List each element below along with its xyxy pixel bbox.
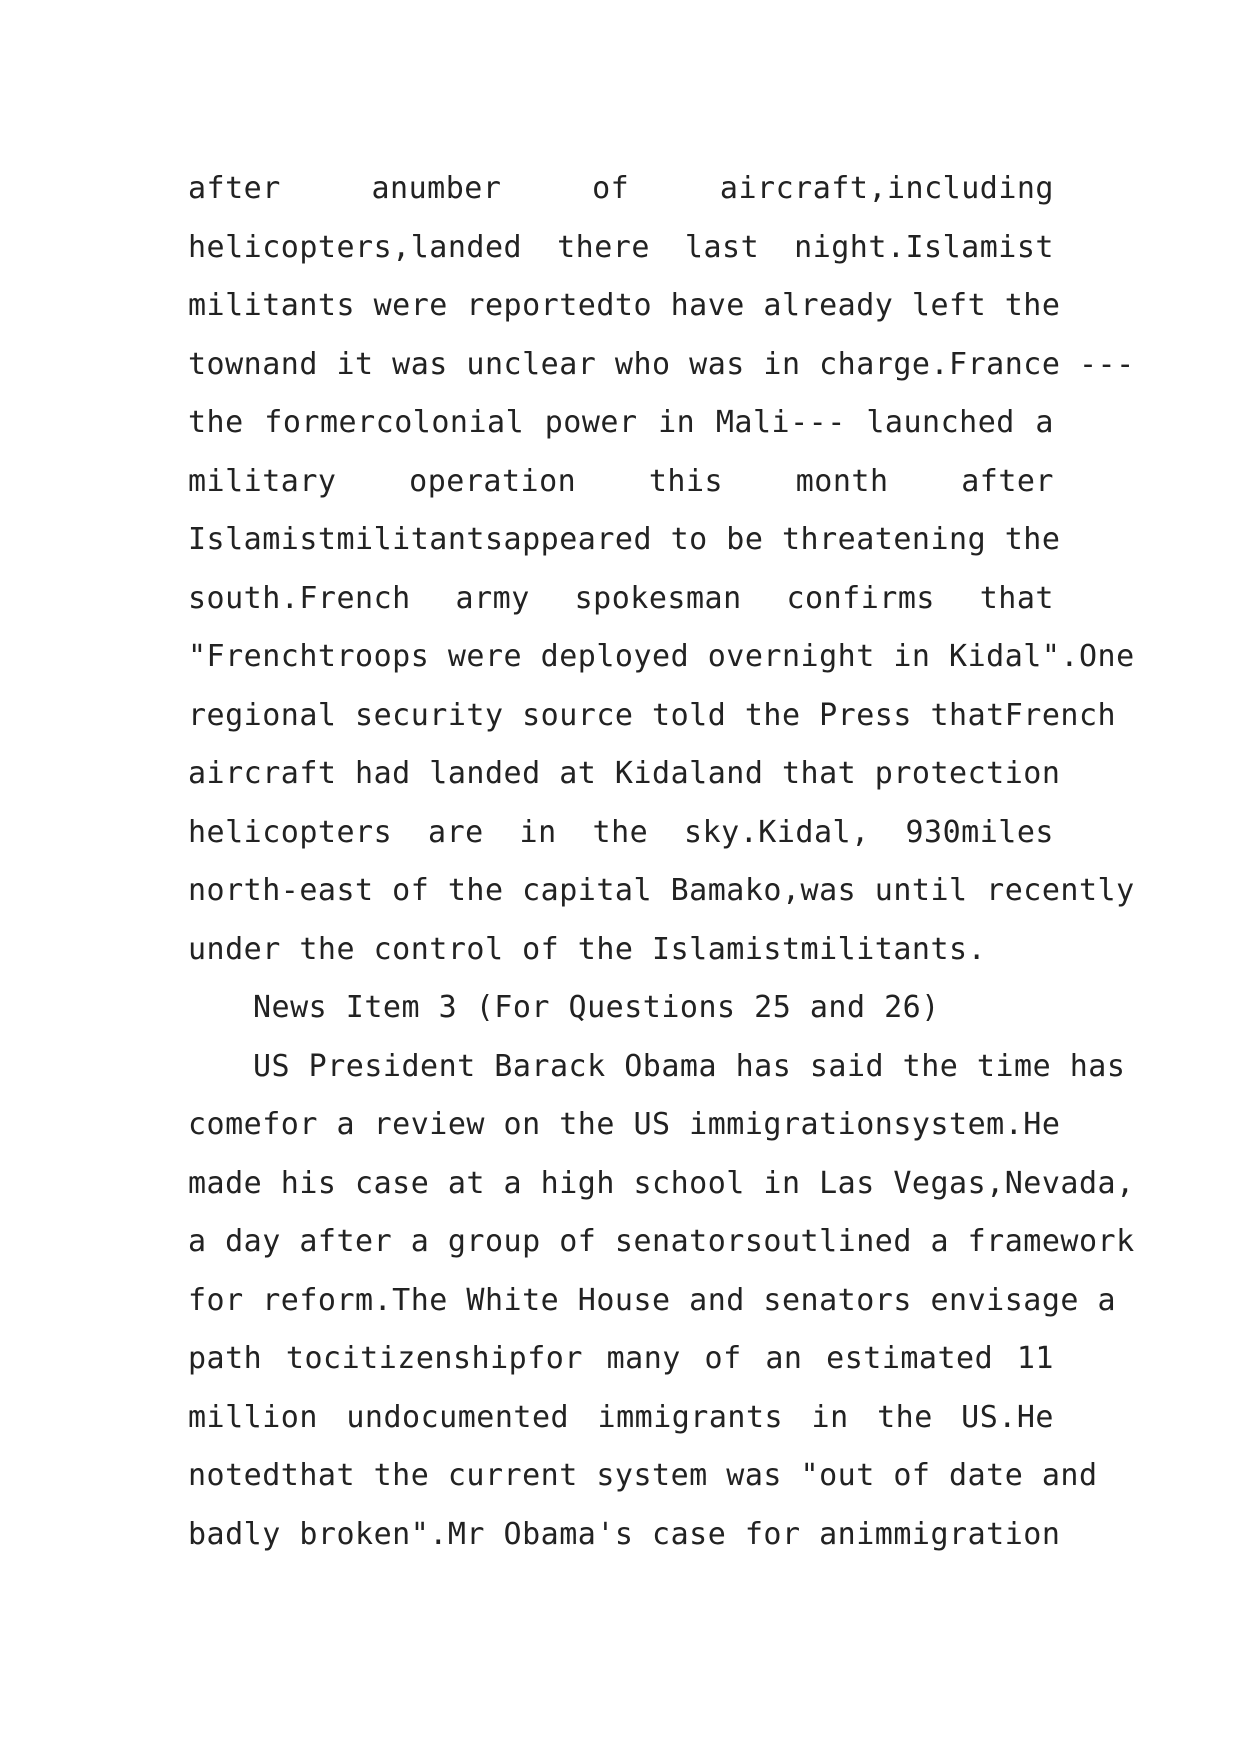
text-line: comefor a review on the US immigrationsystem.He bbox=[188, 1107, 1061, 1142]
paragraph-continuation bbox=[188, 160, 1135, 979]
text-line: after anumber of aircraft,including bbox=[188, 171, 1054, 206]
text-line: a day after a group of senatorsoutlined a framework bbox=[188, 1224, 1135, 1259]
text-line: Islamistmilitantsappeared to be threatening the bbox=[188, 522, 1061, 557]
news-item-heading: News Item 3 (For Questions 25 and 26) bbox=[253, 990, 940, 1025]
text-line: helicopters are in the sky.Kidal, 930miles bbox=[188, 814, 1054, 850]
text-line: million undocumented immigrants in the US.He bbox=[188, 1399, 1054, 1435]
text-line: helicopters,landed there last night.Islamist bbox=[188, 229, 1054, 265]
text-line: path tocitizenshipfor many of an estimated 11 bbox=[188, 1341, 1054, 1376]
text-line: for reform.The White House and senators envisage a bbox=[188, 1282, 1117, 1318]
text-line: south.French army spokesman confirms that bbox=[188, 580, 1054, 616]
text-line: militants were reportedto have already left the bbox=[188, 288, 1061, 323]
text-line: made his case at a high school in Las Vegas,Nevada, bbox=[188, 1165, 1135, 1201]
text-line: regional security source told the Press thatFrench bbox=[188, 697, 1117, 733]
text-line: military operation this month after bbox=[188, 463, 1054, 499]
text-line: notedthat the current system was "out of date and bbox=[188, 1458, 1098, 1493]
text-line: badly broken".Mr Obama's case for animmigration bbox=[188, 1516, 1061, 1552]
text-line: townand it was unclear who was in charge.France --- bbox=[188, 346, 1135, 382]
text-line: aircraft had landed at Kidaland that protection bbox=[188, 756, 1061, 791]
text-line: "Frenchtroops were deployed overnight in Kidal".One bbox=[188, 639, 1135, 674]
text-line: under the control of the Islamistmilitants. bbox=[188, 931, 987, 967]
text-line: the formercolonial power in Mali--- launched a bbox=[188, 405, 1054, 440]
document-body bbox=[188, 160, 1135, 1564]
paragraph-news-item-3 bbox=[188, 1038, 1135, 1565]
text-line: north-east of the capital Bamako,was until recently bbox=[188, 873, 1135, 908]
text-line: US President Barack Obama has said the time has bbox=[253, 1048, 1126, 1084]
